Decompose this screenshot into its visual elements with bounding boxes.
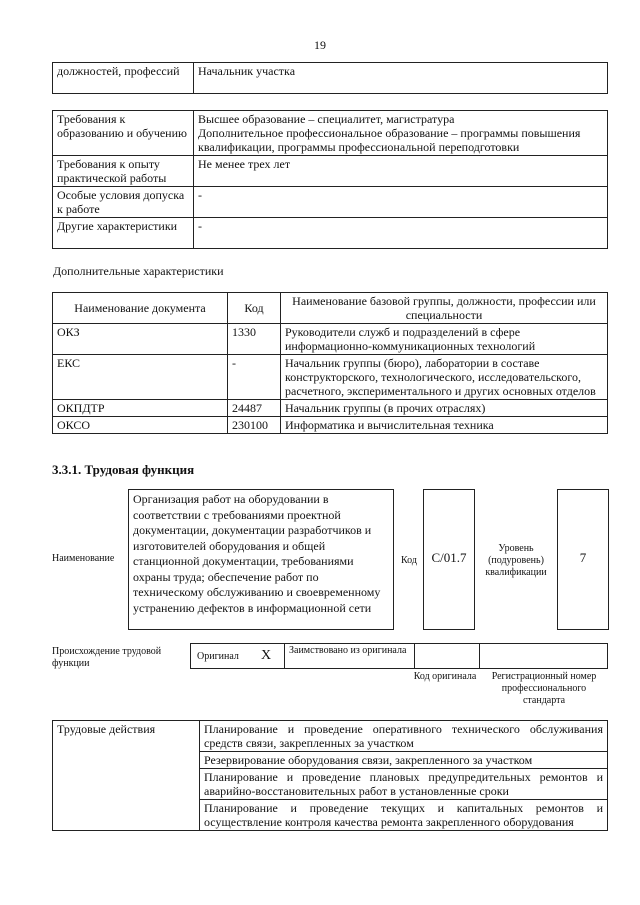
requirement-label: Требования к образованию и обучению xyxy=(53,111,194,156)
requirement-line: Дополнительное профессиональное образование – программы повышения квалификации, программы профессиональной переподготовки xyxy=(198,126,581,154)
position-table xyxy=(52,62,608,94)
doc-cell: ОКЗ xyxy=(53,324,228,355)
table-row xyxy=(53,721,608,752)
action-item: Планирование и проведение плановых предупредительных ремонтов и аварийно-восстановительных работ в установленные сроки xyxy=(200,769,608,800)
code-label: Код xyxy=(401,555,417,566)
reg-caption: Регистрационный номер профессионального стандарта xyxy=(491,671,597,706)
doc-cell: ОКПДТР xyxy=(53,400,228,417)
requirement-row xyxy=(53,218,608,249)
origin-divider xyxy=(479,644,480,668)
requirement-value: - xyxy=(194,218,608,249)
header-group: Наименование базовой группы, должности, профессии или специальности xyxy=(281,293,608,324)
name-label: Наименование xyxy=(52,553,115,564)
position-value: Начальник участка xyxy=(194,63,608,94)
code-caption: Код оригинала xyxy=(413,671,477,682)
requirement-row xyxy=(53,187,608,218)
code-cell: 1330 xyxy=(228,324,281,355)
group-cell: Информатика и вычислительная техника xyxy=(281,417,608,434)
table-row xyxy=(53,355,608,400)
requirement-label: Требования к опыту практической работы xyxy=(53,156,194,187)
action-item: Планирование и проведение текущих и капитальных ремонтов и осуществление контроля качества ремонта закрепленного оборудования xyxy=(200,800,608,831)
original-mark: X xyxy=(261,648,272,663)
header-document: Наименование документа xyxy=(53,293,228,324)
requirement-label: Особые условия допуска к работе xyxy=(53,187,194,218)
additional-title: Дополнительные характеристики xyxy=(53,264,224,278)
doc-cell: ЕКС xyxy=(53,355,228,400)
original-cell xyxy=(191,644,285,668)
requirement-value xyxy=(194,111,608,156)
actions-table xyxy=(52,720,608,831)
code-cell: 230100 xyxy=(228,417,281,434)
action-item: Планирование и проведение оперативного технического обслуживания средств связи, закрепленных за участком xyxy=(200,721,608,752)
page-number: 19 xyxy=(314,38,326,52)
additional-table xyxy=(52,292,608,434)
function-level: 7 xyxy=(557,489,609,630)
requirement-value: - xyxy=(194,187,608,218)
table-row xyxy=(53,324,608,355)
requirement-label: Другие характеристики xyxy=(53,218,194,249)
requirement-value: Не менее трех лет xyxy=(194,156,608,187)
origin-label: Происхождение трудовой функции xyxy=(52,646,162,669)
header-code: Код xyxy=(228,293,281,324)
code-cell: - xyxy=(228,355,281,400)
doc-cell: ОКСО xyxy=(53,417,228,434)
requirement-row xyxy=(53,156,608,187)
actions-label: Трудовые действия xyxy=(53,721,200,831)
requirements-table xyxy=(52,110,608,249)
table-row xyxy=(53,400,608,417)
action-item: Резервирование оборудования связи, закрепленного за участком xyxy=(200,752,608,769)
group-cell: Начальник группы (в прочих отраслях) xyxy=(281,400,608,417)
function-name: Организация работ на оборудовании в соответствии с требованиями проектной документации, документации разработчиков и изготовителей оборудования и общей станционной документации, требованиями охраны труда; обеспечение работ по техническому обслуживанию и своевременному устранению дефектов в информационной сети xyxy=(128,489,394,630)
requirement-line: Высшее образование – специалитет, магистратура xyxy=(198,112,455,126)
additional-header-row xyxy=(53,293,608,324)
table-row xyxy=(53,417,608,434)
group-cell: Начальник группы (бюро), лаборатории в составе конструкторского, технологического, исследовательского, расчетного, экспериментального и других основных отделов xyxy=(281,355,608,400)
borrowed-label: Заимствовано из оригинала xyxy=(289,645,407,656)
requirement-row xyxy=(53,111,608,156)
original-label: Оригинал xyxy=(197,651,239,662)
code-cell: 24487 xyxy=(228,400,281,417)
function-heading: 3.3.1. Трудовая функция xyxy=(52,462,195,477)
origin-divider xyxy=(414,644,415,668)
position-label: должностей, профессий xyxy=(53,63,194,94)
function-code: С/01.7 xyxy=(423,489,475,630)
group-cell: Руководители служб и подразделений в сфере информационно-коммуникационных технологий xyxy=(281,324,608,355)
origin-box xyxy=(190,643,608,669)
level-label: Уровень (подуровень) квалификации xyxy=(485,543,547,578)
